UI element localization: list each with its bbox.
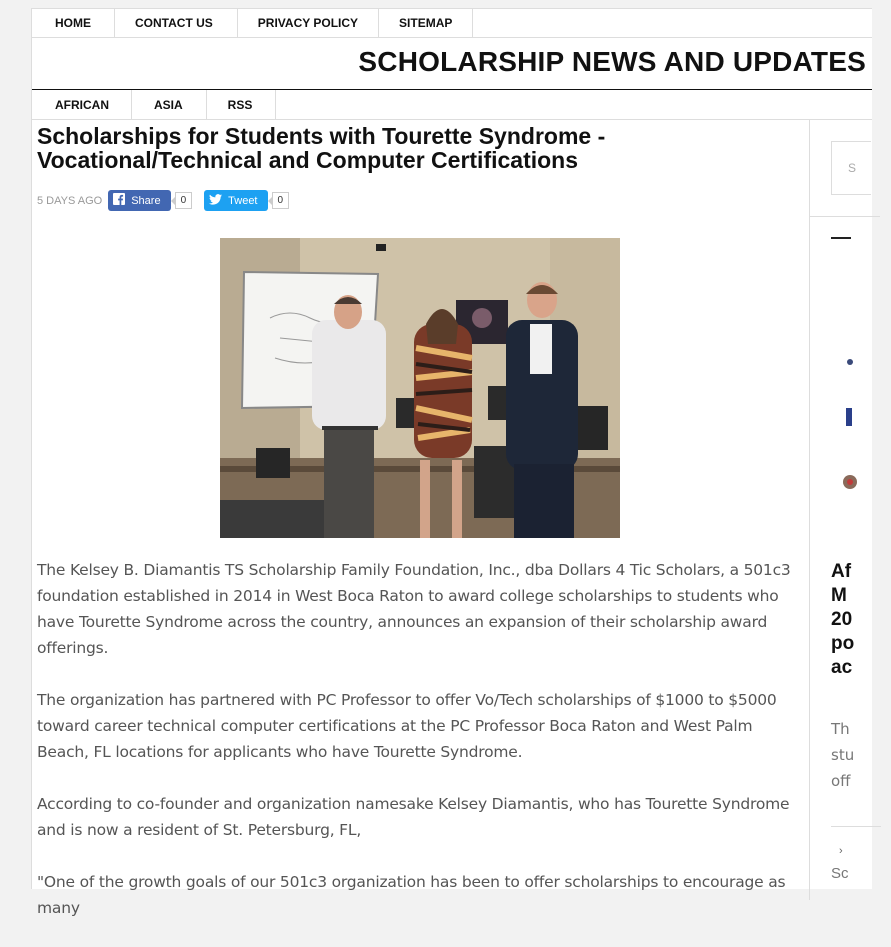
- thumbnail-icon[interactable]: [842, 466, 852, 500]
- nav-contact-us[interactable]: CONTACT US: [115, 9, 238, 37]
- nav-home[interactable]: HOME: [32, 9, 115, 37]
- share-count: 0: [175, 192, 193, 209]
- tweet-button[interactable]: [204, 190, 267, 211]
- post-title[interactable]: Scholarships for Students with Tourette Syndrome - Vocational/Technical and Computer Certifications: [37, 123, 606, 173]
- post-paragraph: The organization has partnered with PC Professor to offer Vo/Tech scholarships of $1000 to $5000 toward career technical computer certifications at the PC Professor Boca Raton and West Palm Beach, FL locations for applicants who have Tourette Syndrome.: [37, 691, 777, 761]
- post-paragraph: According to co-founder and organization namesake Kelsey Diamantis, who has Tourette Syndrome and is now a resident of St. Petersburg, FL,: [37, 795, 790, 839]
- widget-title-rule: [831, 237, 851, 239]
- nav-privacy-policy[interactable]: PRIVACY POLICY: [238, 9, 379, 37]
- search-placeholder: S: [848, 161, 857, 175]
- nav-african[interactable]: AFRICAN: [32, 90, 132, 119]
- sidebar-divider: [810, 216, 880, 217]
- sidebar-next-link[interactable]: Sc: [831, 865, 849, 882]
- main-content: [32, 120, 810, 917]
- tweet-count: 0: [272, 192, 290, 209]
- post-photo: [220, 238, 620, 538]
- post-paragraph: The Kelsey B. Diamantis TS Scholarship Family Foundation, Inc., dba Dollars 4 Tic Scholars, a 501c3 foundation established in 2014 in West Boca Raton to award college scholarships to students who have Tourette Syndrome across the country, announces an expansion of their scholarship award offerings.: [37, 561, 791, 657]
- nav-sitemap[interactable]: SITEMAP: [379, 9, 473, 37]
- thumbnail-icon[interactable]: [842, 354, 852, 364]
- post-body: [37, 557, 807, 947]
- thumbnail-icon[interactable]: [842, 408, 852, 426]
- top-navigation: [32, 9, 872, 38]
- post-date: 5 DAYS AGO: [37, 194, 103, 207]
- share-label: Share: [131, 194, 161, 207]
- facebook-icon: [113, 193, 125, 208]
- post-meta: [37, 190, 289, 211]
- post-paragraph: "One of the growth goals of our 501c3 organization has been to offer scholarships to encourage as many: [37, 873, 786, 917]
- sidebar-post-heading[interactable]: Af M 20 po ac: [831, 561, 855, 678]
- page: [31, 8, 872, 917]
- chevron-right-icon: ›: [839, 845, 843, 857]
- nav-rss[interactable]: RSS: [207, 90, 277, 119]
- twitter-bird-icon: [209, 194, 222, 208]
- facebook-share-button[interactable]: [108, 190, 170, 211]
- sidebar-divider: [831, 826, 881, 827]
- tweet-label: Tweet: [228, 194, 258, 207]
- category-navigation: [32, 90, 872, 120]
- sidebar: [810, 120, 880, 900]
- nav-asia[interactable]: ASIA: [132, 90, 207, 119]
- sidebar-post-excerpt: Th stu off: [831, 720, 855, 790]
- site-title[interactable]: SCHOLARSHIP NEWS AND UPDATES: [358, 46, 866, 77]
- sidebar-search-input[interactable]: [831, 141, 871, 195]
